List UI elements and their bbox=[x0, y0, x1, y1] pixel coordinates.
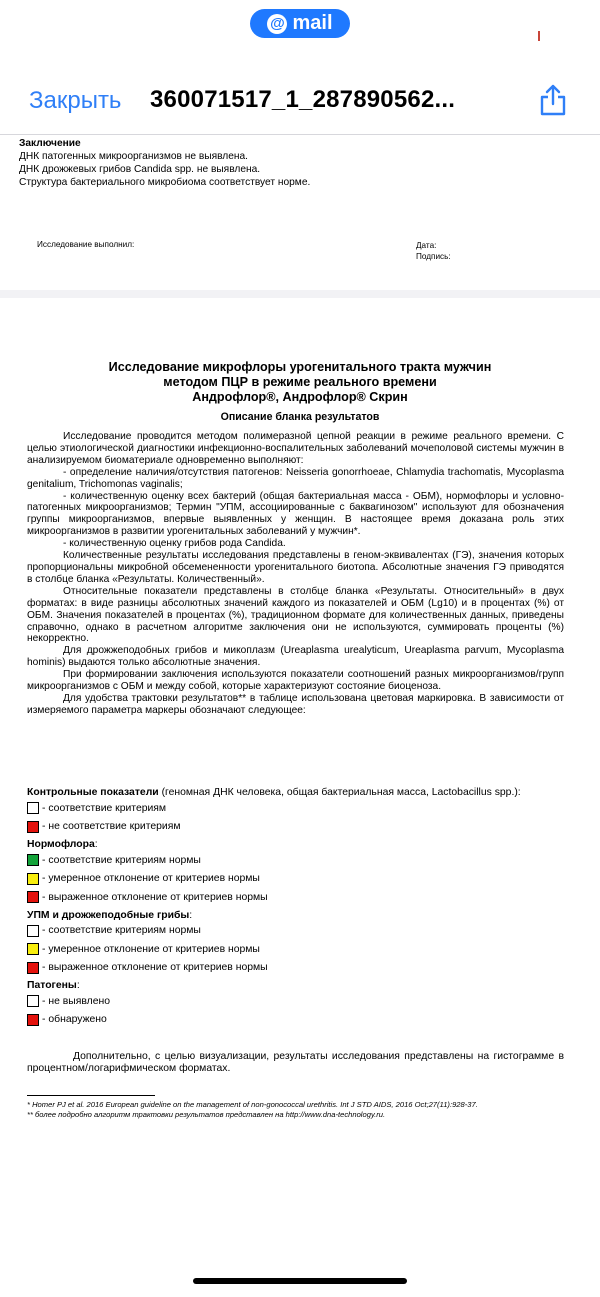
legend-item bbox=[27, 922, 567, 941]
document-heading bbox=[0, 360, 600, 423]
legend-group-heading bbox=[27, 838, 567, 851]
legend-label: - не выявлено bbox=[42, 995, 111, 1007]
yellow-marker-icon bbox=[27, 873, 39, 885]
legend-label: - соответствие критериям нормы bbox=[42, 925, 201, 937]
conclusion-line: ДНК патогенных микроорганизмов не выявлена. bbox=[19, 151, 249, 162]
paragraph: Исследование проводится методом полимеразной цепной реакции в режиме реального времени. С целью этиологической диагностики инфекционно-воспалительных заболеваний мочеполовой системы мужчин в анализируемом биоматериале одновременно выполняют: bbox=[27, 431, 564, 466]
legend-label: - выраженное отклонение от критериев нормы bbox=[42, 891, 268, 903]
date-label: Дата: bbox=[416, 241, 437, 250]
red-marker-icon bbox=[27, 962, 39, 974]
legend-heading: Контрольные показатели bbox=[27, 787, 159, 798]
legend-item bbox=[27, 1011, 567, 1030]
legend-note: (геномная ДНК человека, общая бактериальная масса, Lactobacillus spp.): bbox=[158, 787, 521, 798]
red-marker-icon bbox=[27, 891, 39, 903]
status-area bbox=[0, 0, 600, 62]
footnote-divider bbox=[27, 1095, 155, 1096]
legend-item bbox=[27, 959, 567, 978]
legend-item bbox=[27, 818, 567, 837]
conclusion-line: ДНК дрожжевых грибов Candida spp. не выявлена. bbox=[19, 164, 261, 175]
conclusion-heading: Заключение bbox=[19, 138, 81, 149]
white-marker-icon bbox=[27, 995, 39, 1007]
legend-item bbox=[27, 940, 567, 959]
paragraph: - количественную оценку всех бактерий (общая бактериальная масса - ОБМ), нормофлоры и условно-патогенных микроорганизмов; Термин "УПМ, ассоциированные с баквагинозом" используют для обозначения группы микроорганизмов, впервые выявленных у женщин. В настоящее время доказана роль этих микроорганизмов в развитии урогенитальных заболеваний у мужчин*. bbox=[27, 490, 564, 538]
footnote: ** более подробно алгоритм трактовки результатов представлен на http://www.dna-technology.ru. bbox=[27, 1110, 386, 1119]
color-legend bbox=[27, 786, 567, 1029]
description-body bbox=[27, 431, 564, 717]
legend-group-heading bbox=[27, 909, 567, 922]
footnotes bbox=[27, 1100, 572, 1120]
title-line: методом ПЦР в режиме реального времени bbox=[163, 375, 437, 389]
legend-group-heading bbox=[27, 979, 567, 992]
paragraph: Количественные результаты исследования представлены в геном-эквивалентах (ГЭ), значения которых пропорциональны микробной обсемененности урогенитального биотопа. Абсолютные значения ГЭ приводятся в столбце бланка «Результаты. Количественный». bbox=[27, 550, 564, 585]
mail-app-pill[interactable] bbox=[250, 9, 350, 38]
legend-item bbox=[27, 851, 567, 870]
closing-text: Дополнительно, с целью визуализации, результаты исследования представлены на гистограмме в процентном/логарифмическом форматах. bbox=[27, 1051, 564, 1075]
document-viewer[interactable] bbox=[0, 135, 600, 1235]
closing-paragraph bbox=[27, 1051, 564, 1076]
white-marker-icon bbox=[27, 802, 39, 814]
legend-label: - умеренное отклонение от критериев нормы bbox=[42, 873, 260, 885]
document-page-2 bbox=[0, 298, 600, 1235]
document-title: 360071517_1_287890562... bbox=[150, 86, 456, 113]
yellow-marker-icon bbox=[27, 943, 39, 955]
legend-heading: Нормофлора bbox=[27, 839, 95, 850]
green-marker-icon bbox=[27, 854, 39, 866]
conclusion-section bbox=[19, 137, 310, 189]
legend-label: - соответствие критериям нормы bbox=[42, 854, 201, 866]
legend-note: : bbox=[76, 980, 80, 991]
legend-label: - не соответствие критериям bbox=[42, 821, 181, 833]
legend-group-heading bbox=[27, 786, 567, 799]
legend-note: : bbox=[94, 839, 98, 850]
title-line: Исследование микрофлоры урогенитального тракта мужчин bbox=[108, 360, 492, 374]
legend-item bbox=[27, 870, 567, 889]
share-icon[interactable] bbox=[538, 84, 568, 116]
red-marker-icon bbox=[27, 821, 39, 833]
performed-by-label: Исследование выполнил: bbox=[37, 240, 135, 249]
date-signature-block bbox=[416, 240, 451, 262]
red-marker-icon bbox=[27, 1014, 39, 1026]
home-indicator[interactable] bbox=[193, 1278, 407, 1284]
legend-label: - выраженное отклонение от критериев нормы bbox=[42, 962, 268, 974]
close-button[interactable]: Закрыть bbox=[29, 87, 122, 114]
navigation-bar bbox=[0, 62, 600, 135]
legend-heading: Патогены bbox=[27, 980, 77, 991]
paragraph: Относительные показатели представлены в столбце бланка «Результаты. Относительный» в двух форматах: в виде разницы абсолютных значений каждого из показателей и ОБМ (Lg10) и в процентах (%) от ОБМ. Значения показателей в процентах (%), традиционном формате для количественных данных, приведены справочно, однако в расчетном алгоритме заключения они не используются, суммировать проценты (%) некорректно. bbox=[27, 585, 564, 645]
legend-label: - умеренное отклонение от критериев нормы bbox=[42, 943, 260, 955]
paragraph: - определение наличия/отсутствия патогенов: Neisseria gonorrhoeae, Chlamydia trachomatis, Mycoplasma genitalium, Trichomonas vaginalis; bbox=[27, 466, 564, 490]
conclusion-line: Структура бактериального микробиома соответствует норме. bbox=[19, 177, 311, 188]
paragraph: Для удобства трактовки результатов** в таблице использована цветовая маркировка. В зависимости от измеряемого параметра маркеры обозначают следующее: bbox=[27, 692, 564, 716]
legend-heading: УПМ и дрожжеподобные грибы bbox=[27, 909, 190, 921]
footnote: * Homer PJ et al. 2016 European guideline on the management of non-gonococcal urethritis. Int J STD AIDS, 2016 Oct;27(11):928-37. bbox=[27, 1100, 478, 1109]
legend-item bbox=[27, 799, 567, 818]
document-page-1 bbox=[0, 135, 600, 290]
mail-pill-label: mail bbox=[292, 12, 333, 34]
legend-label: - обнаружено bbox=[42, 1014, 107, 1026]
paragraph: При формировании заключения используются показатели соотношений разных микроорганизмов/групп микроорганизмов с ОБМ и между собой, которые характеризуют состояние биоценоза. bbox=[27, 669, 564, 693]
legend-item bbox=[27, 888, 567, 907]
at-sign-icon: @ bbox=[267, 14, 287, 34]
signature-label: Подпись: bbox=[416, 252, 451, 261]
legend-label: - соответствие критериям bbox=[42, 802, 167, 814]
paragraph: - количественную оценку грибов рода Candida. bbox=[63, 538, 286, 550]
subtitle: Описание бланка результатов bbox=[220, 411, 380, 423]
title-line: Андрофлор®, Андрофлор® Скрин bbox=[192, 390, 408, 404]
status-indicator bbox=[538, 31, 540, 41]
white-marker-icon bbox=[27, 925, 39, 937]
paragraph: Для дрожжеподобных грибов и микоплазм (Ureaplasma urealyticum, Ureaplasma parvum, Mycoplasma hominis) выдаются только абсолютные значения. bbox=[27, 645, 564, 669]
legend-item bbox=[27, 992, 567, 1011]
legend-note: : bbox=[189, 909, 193, 921]
